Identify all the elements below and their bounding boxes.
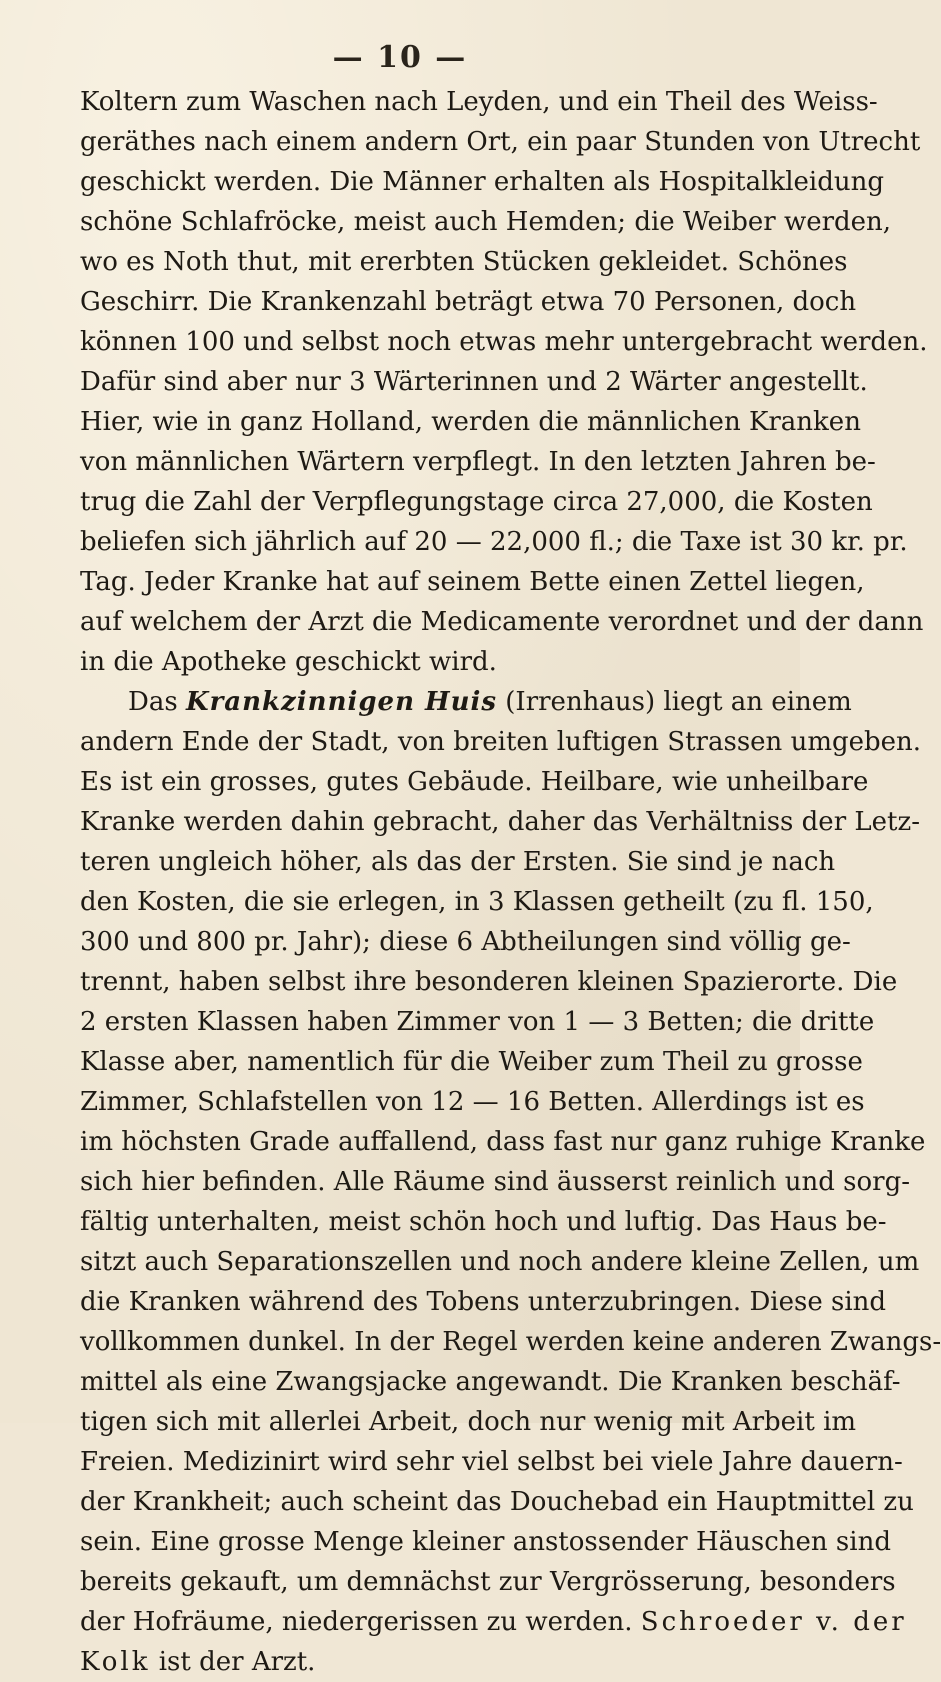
text-line: im höchsten Grade auffallend, dass fast nur ganz ruhige Kranke — [80, 1127, 926, 1157]
text-line — [80, 1642, 762, 1682]
text-fragment: der Hofräume, niedergerissen zu werden. — [80, 1607, 633, 1637]
text-line: bereits gekauft, um demnächst zur Vergrösserung, besonders — [80, 1567, 896, 1597]
text-line: Freien. Medizinirt wird sehr viel selbst bei viele Jahre dauern- — [80, 1447, 903, 1477]
text-line: schöne Schlafröcke, meist auch Hemden; die Weiber werden, — [80, 207, 892, 237]
text-line: Koltern zum Waschen nach Leyden, und ein Theil des Weiss- — [80, 87, 878, 117]
text-line: 300 und 800 pr. Jahr); diese 6 Abtheilungen sind völlig ge- — [80, 927, 851, 957]
body-text — [80, 82, 941, 1682]
text-line: Tag. Jeder Kranke hat auf seinem Bette einen Zettel liegen, — [80, 567, 865, 597]
text-line: den Kosten, die sie erlegen, in 3 Klassen getheilt (zu fl. 150, — [80, 887, 874, 917]
text-line: Es ist ein grosses, gutes Gebäude. Heilbare, wie unheilbare — [80, 767, 869, 797]
text-fragment: ist der Arzt. — [158, 1647, 316, 1677]
text-line: der Krankheit; auch scheint das Douchebad ein Hauptmittel zu — [80, 1487, 914, 1517]
text-line: wo es Noth thut, mit ererbten Stücken gekleidet. Schönes — [80, 247, 848, 277]
text-line: sein. Eine grosse Menge kleiner anstossender Häuschen sind — [80, 1527, 891, 1557]
text-line: sitzt auch Separationszellen und noch andere kleine Zellen, um — [80, 1247, 920, 1277]
page-number: — 10 — — [332, 40, 468, 75]
text-line: von männlichen Wärtern verpflegt. In den letzten Jahren be- — [80, 447, 876, 477]
text-line: Dafür sind aber nur 3 Wärterinnen und 2 Wärter angestellt. — [80, 367, 868, 397]
author-name-end: Kolk — [80, 1647, 151, 1677]
text-line: teren ungleich höher, als das der Ersten. Sie sind je nach — [80, 847, 836, 877]
highlighted-term: Krankzinnigen Huis — [185, 687, 498, 717]
paragraph-lead: Das — [128, 687, 178, 717]
text-line: andern Ende der Stadt, von breiten luftigen Strassen umgeben. — [80, 727, 922, 757]
paragraph-lead-rest: (Irrenhaus) liegt an einem — [505, 687, 852, 717]
text-line: in die Apotheke geschickt wird. — [80, 647, 497, 677]
text-line: geräthes nach einem andern Ort, ein paar Stunden von Utrecht — [80, 127, 921, 157]
text-line: Geschirr. Die Krankenzahl beträgt etwa 70 Personen, doch — [80, 287, 857, 317]
text-line: trug die Zahl der Verpflegungstage circa 27,000, die Kosten — [80, 487, 873, 517]
paragraph-start — [80, 682, 852, 722]
text-line: mittel als eine Zwangsjacke angewandt. Die Kranken beschäf- — [80, 1367, 901, 1397]
text-line: geschickt werden. Die Männer erhalten als Hospitalkleidung — [80, 167, 884, 197]
author-name: Schroeder v. der — [640, 1607, 907, 1637]
text-line: fältig unterhalten, meist schön hoch und luftig. Das Haus be- — [80, 1207, 887, 1237]
text-line: Klasse aber, namentlich für die Weiber zum Theil zu grosse — [80, 1047, 863, 1077]
text-line: die Kranken während des Tobens unterzubringen. Diese sind — [80, 1287, 887, 1317]
text-line: tigen sich mit allerlei Arbeit, doch nur wenig mit Arbeit im — [80, 1407, 857, 1437]
text-line: 2 ersten Klassen haben Zimmer von 1 — 3 Betten; die dritte — [80, 1007, 875, 1037]
text-line: sich hier befinden. Alle Räume sind äusserst reinlich und sorg- — [80, 1167, 911, 1197]
text-line: können 100 und selbst noch etwas mehr untergebracht werden. — [80, 327, 928, 357]
text-line: Zimmer, Schlafstellen von 12 — 16 Betten. Allerdings ist es — [80, 1087, 865, 1117]
text-line: trennt, haben selbst ihre besonderen kleinen Spazierorte. Die — [80, 967, 898, 997]
text-line: beliefen sich jährlich auf 20 — 22,000 fl.; die Taxe ist 30 kr. pr. — [80, 527, 908, 557]
text-line: Hier, wie in ganz Holland, werden die männlichen Kranken — [80, 407, 861, 437]
text-line: auf welchem der Arzt die Medicamente verordnet und der dann — [80, 607, 924, 637]
text-line: Kranke werden dahin gebracht, daher das Verhältniss der Letz- — [80, 807, 920, 837]
text-line — [80, 1602, 907, 1642]
text-line: vollkommen dunkel. In der Regel werden keine anderen Zwangs- — [80, 1327, 941, 1357]
